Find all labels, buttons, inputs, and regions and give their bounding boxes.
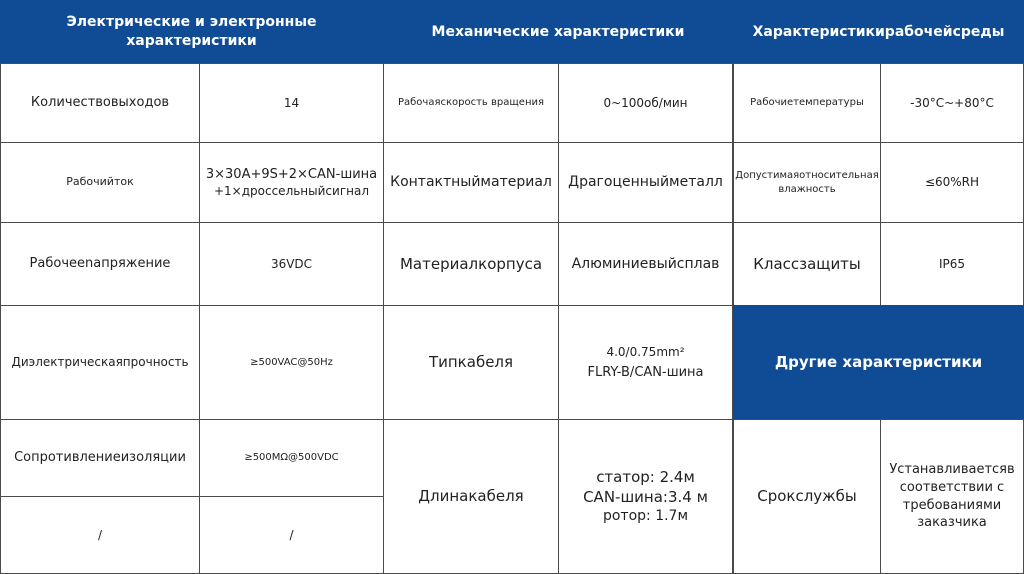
header-mechanical-label: Механические характеристики xyxy=(431,23,685,40)
electrical-output-count-label: Количествовыходов xyxy=(0,63,200,143)
mechanical-housing-material-label: Материалкорпуса xyxy=(383,222,559,306)
header-environment xyxy=(733,0,1024,64)
electrical-working-voltage-label: Рабочееnапряжение xyxy=(0,222,200,306)
cable-length-can: CAN-шина:3.4 м xyxy=(583,488,708,507)
environment-humidity-label xyxy=(733,142,881,223)
header-other-label: Другие характеристики xyxy=(774,353,983,372)
electrical-working-current-label: Рабочийток xyxy=(0,142,200,223)
environment-protection-class-label: Классзащиты xyxy=(733,222,881,306)
electrical-empty-value: / xyxy=(199,496,384,574)
electrical-dielectric-strength-value: ≥500VAC@50Hz xyxy=(199,305,384,420)
electrical-working-current-value xyxy=(199,142,384,223)
header-environment-label: Характеристикирабочейсреды xyxy=(752,23,1005,40)
cable-type-line2: FLRY-B/CAN-шина xyxy=(587,364,704,380)
header-other xyxy=(733,305,1024,420)
electrical-output-count-value: 14 xyxy=(199,63,384,143)
other-service-life-value xyxy=(880,419,1024,574)
humidity-label-line1: Допустимаяотносительная xyxy=(735,170,879,181)
electrical-dielectric-strength-label: Диэлектрическаяпрочность xyxy=(0,305,200,420)
service-life-line1: Устанавливаетсяв xyxy=(889,462,1015,478)
service-life-line3: требованиями xyxy=(902,497,1002,513)
mechanical-housing-material-value: Алюминиевыйсплав xyxy=(558,222,733,306)
other-service-life-label: Срокслужбы xyxy=(733,419,881,574)
mechanical-cable-length-label: Длинакабеля xyxy=(383,419,559,574)
electrical-empty-label: / xyxy=(0,496,200,574)
mechanical-rotation-speed-value: 0~100об/мин xyxy=(558,63,733,143)
mechanical-contact-material-label: Контактныйматериал xyxy=(383,142,559,223)
electrical-insulation-resistance-label: Сопротивлениеизоляции xyxy=(0,419,200,497)
header-electrical xyxy=(0,0,383,64)
header-electrical-label: Электрические и электронные характеристики xyxy=(66,14,317,49)
service-life-line2: соответствии с xyxy=(899,479,1005,495)
mechanical-cable-type-label: Типкабеля xyxy=(383,305,559,420)
header-mechanical xyxy=(383,0,733,64)
cable-length-rotor: ротор: 1.7м xyxy=(602,508,689,525)
electrical-insulation-resistance-value: ≥500MΩ@500VDC xyxy=(199,419,384,497)
humidity-label-line2: влажность xyxy=(778,183,836,195)
working-current-line2: +1×дроссельныйсигнал xyxy=(213,184,369,199)
mechanical-cable-length-value xyxy=(558,419,733,574)
working-current-line1: 3×30A+9S+2×CAN-шина xyxy=(205,166,378,182)
environment-humidity-value: ≤60%RH xyxy=(880,142,1024,223)
environment-temperature-label: Рабочиетемпературы xyxy=(733,63,881,143)
environment-protection-class-value: IP65 xyxy=(880,222,1024,306)
cable-type-line1: 4.0/0.75mm² xyxy=(606,344,685,359)
cable-length-stator: статор: 2.4м xyxy=(596,467,695,486)
mechanical-contact-material-value: Драгоценныйметалл xyxy=(558,142,733,223)
electrical-working-voltage-value: 36VDC xyxy=(199,222,384,306)
mechanical-cable-type-value xyxy=(558,305,733,420)
environment-temperature-value: -30°C~+80°C xyxy=(880,63,1024,143)
service-life-line4: заказчика xyxy=(917,515,987,531)
mechanical-rotation-speed-label: Рабочаяскорость вращения xyxy=(383,63,559,143)
